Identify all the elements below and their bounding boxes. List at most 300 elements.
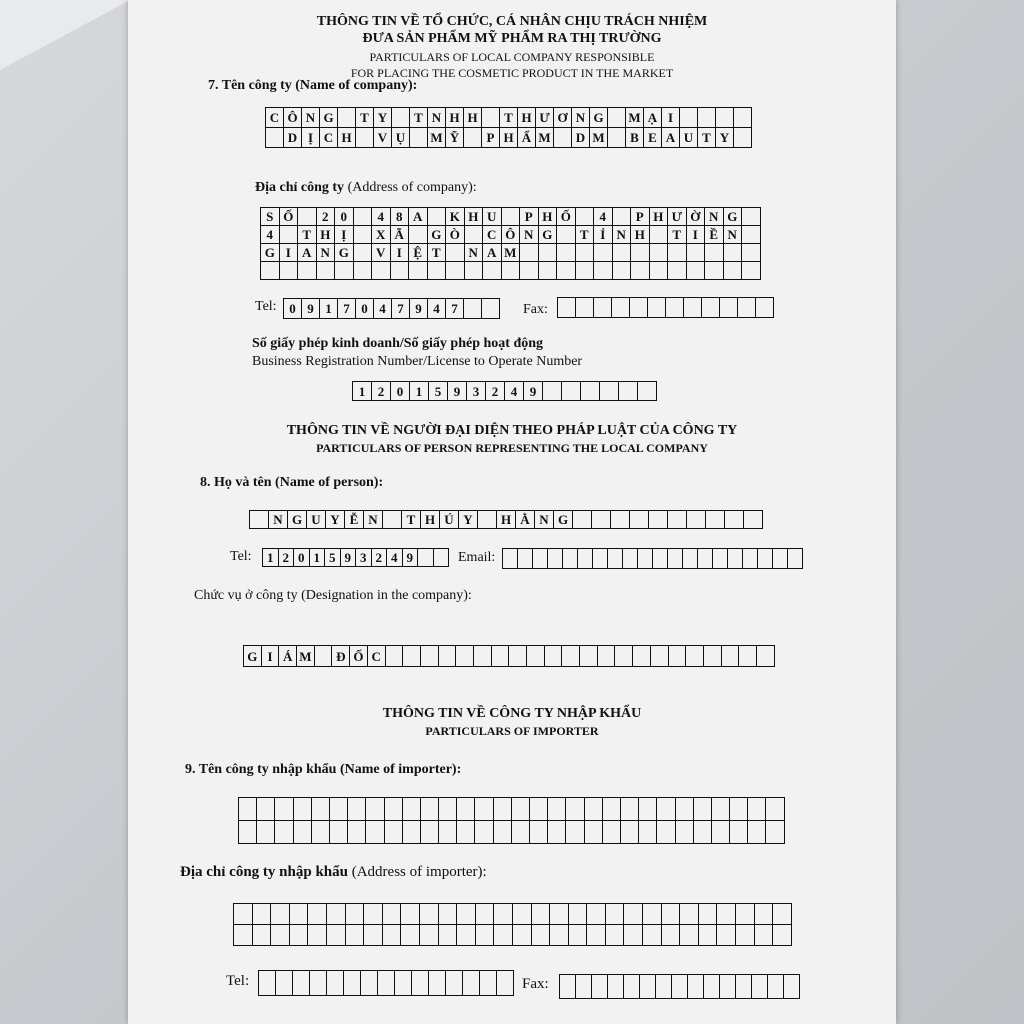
importer-address-field-cell bbox=[364, 904, 383, 925]
importer-address-field-cell bbox=[439, 904, 458, 925]
company-address-grid-cell: C bbox=[483, 226, 502, 244]
designation-field-cell bbox=[527, 646, 545, 667]
importer-address-field-cell bbox=[662, 925, 681, 946]
company-address-grid-cell bbox=[261, 262, 280, 280]
importer-name-field-cell bbox=[566, 798, 584, 821]
person-name-field-cell bbox=[478, 511, 497, 529]
person-email-field-cell bbox=[593, 549, 608, 569]
company-address-grid-cell: Ỉ bbox=[594, 226, 613, 244]
license-number-field-cell bbox=[600, 382, 619, 401]
importer-name-field-cell bbox=[766, 821, 784, 844]
company-address-grid-cell: Ố bbox=[557, 208, 576, 226]
company-address-grid-cell: H bbox=[650, 208, 669, 226]
importer-fax-field-cell bbox=[752, 975, 768, 999]
importer-fax-field-cell bbox=[576, 975, 592, 999]
company-name-grid-cell: P bbox=[482, 128, 500, 148]
company-address-grid-cell: 8 bbox=[391, 208, 410, 226]
company-address-grid-cell: G bbox=[539, 226, 558, 244]
company-name-grid-cell: V bbox=[374, 128, 392, 148]
importer-fax-field-cell bbox=[768, 975, 784, 999]
person-name-field-cell: Y bbox=[326, 511, 345, 529]
importer-tel-field-cell bbox=[446, 971, 463, 996]
company-address-grid-cell: N bbox=[465, 244, 484, 262]
importer-tel-field-cell bbox=[259, 971, 276, 996]
importer-address-field-cell bbox=[401, 925, 420, 946]
company-address-grid-cell bbox=[354, 244, 373, 262]
person-tel-field-cell bbox=[418, 549, 434, 567]
importer-fax-field-cell bbox=[704, 975, 720, 999]
header2-vi: THÔNG TIN VỀ NGƯỜI ĐẠI DIỆN THEO PHÁP LUẬT CỦA CÔNG TY bbox=[286, 423, 738, 438]
importer-name-field-cell bbox=[603, 821, 621, 844]
license-number-field-cell: 9 bbox=[448, 382, 467, 401]
company-address-grid-cell bbox=[354, 262, 373, 280]
company-tel-field-cell bbox=[482, 299, 500, 319]
designation-field-cell bbox=[456, 646, 474, 667]
importer-name-field-cell bbox=[657, 821, 675, 844]
license-number-field-cell bbox=[638, 382, 657, 401]
company-name-grid-cell bbox=[338, 108, 356, 128]
header1-vi-line2: ĐƯA SẢN PHẨM MỸ PHẨM RA THỊ TRƯỜNG bbox=[362, 31, 662, 46]
company-name-grid-cell: Ư bbox=[536, 108, 554, 128]
license-number-field-cell: 1 bbox=[410, 382, 429, 401]
company-name-grid-cell bbox=[266, 128, 284, 148]
importer-address-field-cell bbox=[699, 904, 718, 925]
importer-address-field-cell bbox=[439, 925, 458, 946]
importer-name-field-cell bbox=[657, 798, 675, 821]
company-address-grid-cell: 2 bbox=[317, 208, 336, 226]
importer-tel-field-cell bbox=[344, 971, 361, 996]
importer-address-field-cell bbox=[569, 904, 588, 925]
importer-address-field-cell bbox=[234, 925, 253, 946]
company-address-grid-cell bbox=[668, 262, 687, 280]
company-fax-field-cell bbox=[630, 298, 648, 318]
company-address-grid-cell bbox=[298, 208, 317, 226]
company-address-grid-cell bbox=[539, 262, 558, 280]
company-name-grid-cell bbox=[464, 128, 482, 148]
importer-name-field-cell bbox=[621, 798, 639, 821]
importer-address-field-cell bbox=[680, 925, 699, 946]
company-address-grid-cell bbox=[724, 244, 743, 262]
company-address-grid-cell bbox=[428, 208, 447, 226]
company-address-grid-cell: G bbox=[724, 208, 743, 226]
person-name-field-cell: G bbox=[288, 511, 307, 529]
company-address-grid-cell bbox=[280, 262, 299, 280]
company-address-grid-cell bbox=[317, 262, 336, 280]
designation-field-cell bbox=[615, 646, 633, 667]
designation-field-cell bbox=[704, 646, 722, 667]
company-address-grid-cell bbox=[742, 208, 761, 226]
header1-en-line2: FOR PLACING THE COSMETIC PRODUCT IN THE MARKET bbox=[350, 66, 674, 80]
company-name-grid-cell bbox=[482, 108, 500, 128]
designation-field-cell bbox=[739, 646, 757, 667]
importer-name-field-cell bbox=[330, 821, 348, 844]
importer-name-field-cell bbox=[294, 798, 312, 821]
company-fax-field[interactable] bbox=[557, 297, 774, 318]
company-address-grid-cell: S bbox=[261, 208, 280, 226]
company-name-grid-cell: Ô bbox=[284, 108, 302, 128]
header1-en-line1: PARTICULARS OF LOCAL COMPANY RESPONSIBLE bbox=[369, 50, 655, 64]
designation-field-cell bbox=[386, 646, 404, 667]
person-email-field-cell bbox=[683, 549, 698, 569]
company-address-grid-cell bbox=[687, 262, 706, 280]
person-email-field-cell bbox=[638, 549, 653, 569]
company-address-grid-cell: I bbox=[687, 226, 706, 244]
license-number-field-cell: 2 bbox=[486, 382, 505, 401]
company-address-grid-cell: N bbox=[613, 226, 632, 244]
importer-address-field-cell bbox=[532, 925, 551, 946]
importer-address-field-cell bbox=[680, 904, 699, 925]
importer-tel-field-cell bbox=[497, 971, 514, 996]
company-name-grid-cell: T bbox=[698, 128, 716, 148]
company-name-grid-cell: I bbox=[662, 108, 680, 128]
company-tel-field-cell: 4 bbox=[374, 299, 392, 319]
importer-address-field-cell bbox=[513, 904, 532, 925]
importer-tel-field-cell bbox=[378, 971, 395, 996]
person-tel-field-cell: 1 bbox=[263, 549, 279, 567]
company-address-grid-cell bbox=[557, 262, 576, 280]
designation-field-cell bbox=[509, 646, 527, 667]
header3-vi: THÔNG TIN VỀ CÔNG TY NHẬP KHẨU bbox=[382, 706, 642, 721]
company-address-grid-cell: T bbox=[298, 226, 317, 244]
company-address-grid-cell bbox=[668, 244, 687, 262]
company-name-grid-cell: T bbox=[500, 108, 518, 128]
company-address-label-vi: Địa chỉ công ty bbox=[255, 180, 345, 195]
importer-name-field-cell bbox=[294, 821, 312, 844]
importer-address-field-cell bbox=[606, 904, 625, 925]
person-name-field-cell: Ú bbox=[440, 511, 459, 529]
company-address-label bbox=[255, 180, 477, 196]
license-number-field-cell: 2 bbox=[372, 382, 391, 401]
person-email-field-cell bbox=[563, 549, 578, 569]
company-address-grid-cell: H bbox=[465, 208, 484, 226]
company-address-grid-cell: Ị bbox=[335, 226, 354, 244]
person-tel-field-cell: 1 bbox=[310, 549, 326, 567]
company-address-grid-cell: Ệ bbox=[409, 244, 428, 262]
company-address-grid-cell bbox=[280, 226, 299, 244]
importer-address-field-cell bbox=[513, 925, 532, 946]
person-email-field-cell bbox=[728, 549, 743, 569]
license-number-field[interactable] bbox=[352, 381, 657, 401]
importer-address-field-cell bbox=[234, 904, 253, 925]
importer-address-field-cell bbox=[606, 925, 625, 946]
company-address-grid-cell: Ô bbox=[502, 226, 521, 244]
importer-address-field-cell bbox=[587, 925, 606, 946]
importer-tel-field-cell bbox=[361, 971, 378, 996]
company-address-grid-cell bbox=[372, 262, 391, 280]
importer-address-field-cell bbox=[253, 925, 272, 946]
importer-address-field-cell bbox=[476, 904, 495, 925]
company-address-grid-cell: 4 bbox=[261, 226, 280, 244]
company-name-grid-cell: G bbox=[320, 108, 338, 128]
company-address-grid-cell: A bbox=[298, 244, 317, 262]
importer-name-field-cell bbox=[676, 798, 694, 821]
license-label-en: Business Registration Number/License to Operate Number bbox=[252, 354, 583, 369]
person-name-field[interactable] bbox=[249, 510, 763, 529]
company-address-grid-cell: N bbox=[705, 208, 724, 226]
importer-name-field-cell bbox=[748, 821, 766, 844]
importer-name-field-cell bbox=[457, 821, 475, 844]
importer-address-field-cell bbox=[569, 925, 588, 946]
company-address-grid-cell: N bbox=[724, 226, 743, 244]
importer-name-field-cell bbox=[748, 798, 766, 821]
company-tel-field-cell: 9 bbox=[302, 299, 320, 319]
company-name-grid-cell: H bbox=[518, 108, 536, 128]
importer-name-field-cell bbox=[621, 821, 639, 844]
importer-address-field-cell bbox=[253, 904, 272, 925]
company-address-grid-cell: 0 bbox=[335, 208, 354, 226]
company-name-grid-cell: H bbox=[464, 108, 482, 128]
importer-address-label bbox=[180, 864, 487, 881]
company-tel-field-cell: 1 bbox=[320, 299, 338, 319]
importer-address-field-cell bbox=[476, 925, 495, 946]
importer-name-field-cell bbox=[712, 821, 730, 844]
designation-field-cell bbox=[651, 646, 669, 667]
company-address-grid-cell bbox=[742, 226, 761, 244]
company-address-grid-cell bbox=[298, 262, 317, 280]
importer-tel-label: Tel: bbox=[226, 973, 250, 989]
company-address-grid-cell: V bbox=[372, 244, 391, 262]
designation-field[interactable] bbox=[243, 645, 775, 667]
importer-address-field-cell bbox=[755, 904, 774, 925]
company-address-grid-cell bbox=[465, 262, 484, 280]
person-name-field-cell bbox=[611, 511, 630, 529]
person-name-field-cell: U bbox=[307, 511, 326, 529]
company-address-grid-cell: K bbox=[446, 208, 465, 226]
person-email-field-cell bbox=[788, 549, 803, 569]
license-number-field-cell: 3 bbox=[467, 382, 486, 401]
company-name-grid-cell: M bbox=[626, 108, 644, 128]
company-address-grid[interactable] bbox=[260, 207, 761, 280]
company-address-grid-cell: T bbox=[576, 226, 595, 244]
importer-fax-label: Fax: bbox=[522, 976, 549, 992]
company-fax-field-cell bbox=[648, 298, 666, 318]
designation-field-cell bbox=[598, 646, 616, 667]
importer-name-field-cell bbox=[312, 798, 330, 821]
company-address-grid-cell: I bbox=[391, 244, 410, 262]
importer-address-field-cell bbox=[624, 925, 643, 946]
company-name-grid-cell bbox=[356, 128, 374, 148]
person-email-field-cell bbox=[653, 549, 668, 569]
company-fax-field-cell bbox=[576, 298, 594, 318]
person-name-field-cell: T bbox=[402, 511, 421, 529]
company-address-grid-cell bbox=[483, 262, 502, 280]
company-name-grid-cell: Ạ bbox=[644, 108, 662, 128]
importer-fax-field-cell bbox=[624, 975, 640, 999]
company-tel-field[interactable] bbox=[283, 298, 500, 319]
importer-address-field-cell bbox=[308, 904, 327, 925]
person-name-field-cell bbox=[706, 511, 725, 529]
license-number-field-cell bbox=[562, 382, 581, 401]
importer-tel-field-cell bbox=[480, 971, 497, 996]
company-name-grid-cell bbox=[734, 108, 752, 128]
importer-address-field[interactable] bbox=[233, 903, 792, 946]
importer-name-field-cell bbox=[639, 798, 657, 821]
company-name-grid-cell: C bbox=[320, 128, 338, 148]
company-name-grid-cell: A bbox=[662, 128, 680, 148]
person-email-field-cell bbox=[713, 549, 728, 569]
importer-tel-field-cell bbox=[310, 971, 327, 996]
designation-field-cell bbox=[492, 646, 510, 667]
company-address-grid-cell: X bbox=[372, 226, 391, 244]
company-address-grid-cell bbox=[557, 244, 576, 262]
company-fax-field-cell bbox=[720, 298, 738, 318]
person-tel-field-cell: 3 bbox=[356, 549, 372, 567]
designation-field-cell bbox=[562, 646, 580, 667]
company-address-grid-cell bbox=[428, 262, 447, 280]
designation-field-cell bbox=[545, 646, 563, 667]
company-address-grid-cell: G bbox=[335, 244, 354, 262]
person-tel-field-cell: 5 bbox=[325, 549, 341, 567]
company-name-grid-cell: Ụ bbox=[392, 128, 410, 148]
license-number-field-cell: 0 bbox=[391, 382, 410, 401]
company-name-grid-cell: N bbox=[572, 108, 590, 128]
importer-name-field-cell bbox=[494, 798, 512, 821]
company-address-grid-cell: N bbox=[317, 244, 336, 262]
importer-tel-field[interactable] bbox=[258, 970, 514, 996]
importer-address-field-cell bbox=[308, 925, 327, 946]
company-address-grid-cell bbox=[576, 262, 595, 280]
importer-name-field-cell bbox=[548, 798, 566, 821]
designation-field-cell: G bbox=[244, 646, 262, 667]
company-address-grid-cell: A bbox=[409, 208, 428, 226]
person-tel-field-cell: 0 bbox=[294, 549, 310, 567]
person-email-field-cell bbox=[668, 549, 683, 569]
company-name-grid-cell: H bbox=[446, 108, 464, 128]
importer-fax-field-cell bbox=[608, 975, 624, 999]
person-name-field-cell: Y bbox=[459, 511, 478, 529]
company-name-grid-cell bbox=[734, 128, 752, 148]
company-address-grid-cell: H bbox=[539, 208, 558, 226]
person-name-field-cell bbox=[725, 511, 744, 529]
license-number-field-cell bbox=[619, 382, 638, 401]
company-fax-field-cell bbox=[702, 298, 720, 318]
importer-address-field-cell bbox=[383, 904, 402, 925]
person-tel-field-cell bbox=[434, 549, 450, 567]
designation-label: Chức vụ ở công ty (Designation in the company): bbox=[194, 588, 472, 603]
person-email-field-cell bbox=[548, 549, 563, 569]
company-address-grid-cell bbox=[742, 244, 761, 262]
company-address-grid-cell: N bbox=[520, 226, 539, 244]
company-address-grid-cell bbox=[687, 244, 706, 262]
company-address-grid-cell bbox=[557, 226, 576, 244]
importer-address-field-cell bbox=[401, 904, 420, 925]
person-tel-field-cell: 9 bbox=[403, 549, 419, 567]
company-tel-field-cell: 7 bbox=[392, 299, 410, 319]
importer-name-field-cell bbox=[239, 798, 257, 821]
importer-address-field-cell bbox=[420, 904, 439, 925]
company-address-grid-cell: H bbox=[317, 226, 336, 244]
person-email-field-cell bbox=[758, 549, 773, 569]
designation-field-cell bbox=[722, 646, 740, 667]
importer-fax-field[interactable] bbox=[559, 974, 800, 999]
importer-name-field-cell bbox=[475, 821, 493, 844]
company-address-grid-cell bbox=[650, 226, 669, 244]
designation-field-cell bbox=[669, 646, 687, 667]
person-name-field-cell: Ằ bbox=[516, 511, 535, 529]
importer-fax-field-cell bbox=[672, 975, 688, 999]
importer-address-field-cell bbox=[327, 904, 346, 925]
importer-tel-field-cell bbox=[395, 971, 412, 996]
company-name-grid-cell: D bbox=[284, 128, 302, 148]
designation-field-cell: Á bbox=[279, 646, 297, 667]
company-address-grid-cell bbox=[446, 244, 465, 262]
importer-name-field-cell bbox=[766, 798, 784, 821]
company-name-grid-cell: Ẩ bbox=[518, 128, 536, 148]
person-name-field-cell: N bbox=[535, 511, 554, 529]
person-name-field-cell: Ễ bbox=[345, 511, 364, 529]
person-name-field-cell: H bbox=[421, 511, 440, 529]
company-address-grid-cell bbox=[724, 262, 743, 280]
importer-fax-field-cell bbox=[688, 975, 704, 999]
person-name-field-cell bbox=[630, 511, 649, 529]
person-tel-label: Tel: bbox=[230, 549, 252, 564]
designation-field-cell: C bbox=[368, 646, 386, 667]
company-address-grid-cell: Ề bbox=[705, 226, 724, 244]
importer-name-field-cell bbox=[730, 821, 748, 844]
company-fax-field-cell bbox=[684, 298, 702, 318]
person-email-field-cell bbox=[773, 549, 788, 569]
importer-name-field[interactable] bbox=[238, 797, 785, 844]
importer-name-field-cell bbox=[439, 821, 457, 844]
importer-name-field-cell bbox=[676, 821, 694, 844]
importer-address-field-cell bbox=[364, 925, 383, 946]
company-fax-field-cell bbox=[612, 298, 630, 318]
importer-address-field-cell bbox=[271, 904, 290, 925]
company-name-grid-cell: D bbox=[572, 128, 590, 148]
importer-fax-field-cell bbox=[592, 975, 608, 999]
header3-en: PARTICULARS OF IMPORTER bbox=[425, 724, 599, 738]
person-email-field[interactable] bbox=[502, 548, 803, 569]
person-tel-field-cell: 2 bbox=[279, 549, 295, 567]
company-address-grid-cell bbox=[354, 208, 373, 226]
person-email-field-cell bbox=[743, 549, 758, 569]
importer-address-field-cell bbox=[643, 925, 662, 946]
company-address-grid-cell bbox=[391, 262, 410, 280]
company-tel-field-cell: 7 bbox=[446, 299, 464, 319]
importer-tel-field-cell bbox=[276, 971, 293, 996]
company-name-grid-cell: H bbox=[500, 128, 518, 148]
designation-field-cell bbox=[315, 646, 333, 667]
company-name-label: 7. Tên công ty (Name of company): bbox=[208, 78, 418, 93]
importer-fax-field-cell bbox=[720, 975, 736, 999]
designation-field-cell bbox=[403, 646, 421, 667]
company-name-grid-cell: M bbox=[536, 128, 554, 148]
person-tel-field-cell: 4 bbox=[387, 549, 403, 567]
company-name-grid-cell: N bbox=[428, 108, 446, 128]
company-name-grid[interactable] bbox=[265, 107, 752, 148]
person-email-label: Email: bbox=[458, 550, 496, 565]
license-number-field-cell: 4 bbox=[505, 382, 524, 401]
person-tel-field[interactable] bbox=[262, 548, 449, 567]
company-tel-field-cell: 7 bbox=[338, 299, 356, 319]
importer-address-field-cell bbox=[383, 925, 402, 946]
importer-name-field-cell bbox=[585, 798, 603, 821]
company-address-grid-cell bbox=[520, 244, 539, 262]
importer-name-field-cell bbox=[275, 821, 293, 844]
importer-fax-field-cell bbox=[736, 975, 752, 999]
company-name-grid-cell: Ỹ bbox=[446, 128, 464, 148]
company-fax-field-cell bbox=[666, 298, 684, 318]
importer-tel-field-cell bbox=[463, 971, 480, 996]
company-address-grid-cell bbox=[335, 262, 354, 280]
person-name-field-cell bbox=[573, 511, 592, 529]
person-email-field-cell bbox=[533, 549, 548, 569]
company-fax-field-cell bbox=[594, 298, 612, 318]
person-email-field-cell bbox=[608, 549, 623, 569]
importer-name-field-cell bbox=[512, 821, 530, 844]
importer-address-field-cell bbox=[420, 925, 439, 946]
header1-vi-line1: THÔNG TIN VỀ TỔ CHỨC, CÁ NHÂN CHỊU TRÁCH NHIỆM bbox=[316, 14, 708, 29]
